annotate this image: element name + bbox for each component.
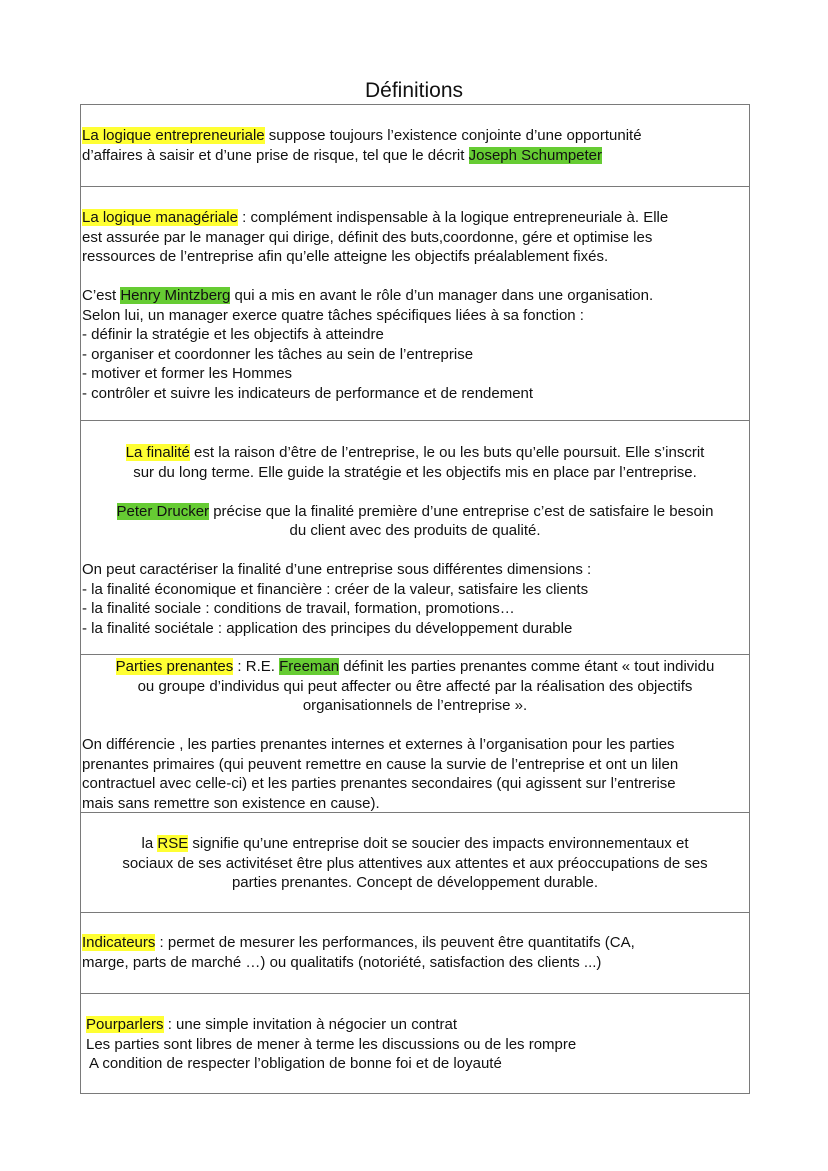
paragraph-line [82, 146, 748, 166]
definition-indicators [81, 913, 749, 994]
paragraph-line: sur du long terme. Elle guide la stratégie et les objectifs mis en place par l’entreprise. [133, 463, 697, 481]
term-highlight: RSE [157, 835, 189, 852]
definition-managerial-logic [81, 187, 749, 421]
list-item: - contrôler et suivre les indicateurs de performance et de rendement [82, 384, 534, 402]
definition-text: : complément indispensable à la logique entrepreneuriale à. Elle [237, 209, 669, 226]
paragraph-line: ou groupe d’individus qui peut affecter ou être affecté par la réalisation des objectifs [137, 677, 693, 695]
term-highlight: La logique entrepreneuriale [82, 127, 265, 144]
definition-text: précise que la finalité première d’une entreprise c’est de satisfaire le besoin [209, 502, 714, 520]
paragraph-line: sociaux de ses activitéset être plus attentives aux attentes et aux préoccupations de ses [122, 854, 708, 872]
paragraph-line: mais sans remettre son existence en cause). [82, 794, 380, 812]
definition-text: : R.E. [233, 658, 280, 675]
definition-text: suppose toujours l’existence conjointe d’une opportunité [264, 127, 642, 144]
definition-stakeholders [81, 655, 749, 813]
paragraph-line [82, 126, 748, 146]
paragraph-line: A condition de respecter l’obligation de bonne foi et de loyauté [89, 1055, 502, 1072]
paragraph-line [86, 1015, 748, 1035]
definition-finality [81, 421, 749, 655]
paragraph-line: prenantes primaires (qui peuvent remettre en cause la survie de l’entreprise et ont un lilen [82, 755, 679, 773]
definition-text: est la raison d’être de l’entreprise, le ou les buts qu’elle poursuit. Elle s’inscrit [189, 444, 705, 461]
definition-text: : permet de mesurer les performances, ils peuvent être quantitatifs (CA, [155, 934, 635, 951]
list-item: - organiser et coordonner les tâches au sein de l’entreprise [82, 345, 474, 363]
paragraph-line: est assurée par le manager qui dirige, définit des buts,coordonne, gére et optimise les [82, 228, 653, 246]
paragraph-line: parties prenantes. Concept de développement durable. [231, 874, 599, 891]
paragraph-line [82, 933, 748, 953]
author-highlight: Joseph Schumpeter [468, 146, 603, 164]
list-item: - définir la stratégie et les objectifs à atteindre [82, 326, 384, 343]
definition-text: qui a mis en avant le rôle d’un manager dans une organisation. [230, 287, 654, 304]
page-title: Définitions [364, 79, 464, 102]
paragraph-line: du client avec des produits de qualité. [289, 522, 541, 539]
paragraph-line [82, 834, 748, 854]
paragraph-line: Selon lui, un manager exerce quatre tâches spécifiques liées à sa fonction : [82, 306, 584, 324]
definition-entrepreneurial-logic [81, 105, 749, 187]
definition-text: signifie qu’une entreprise doit se soucier des impacts environnementaux et [188, 835, 689, 852]
term-highlight: Parties prenantes [115, 658, 234, 675]
paragraph-line: On peut caractériser la finalité d’une entreprise sous différentes dimensions : [82, 561, 592, 578]
list-item: - la finalité sociale : conditions de travail, formation, promotions… [82, 600, 515, 617]
definition-csr [81, 813, 749, 913]
definition-text: : une simple invitation à négocier un contrat [163, 1016, 458, 1033]
definition-text: C’est [82, 287, 121, 304]
list-item: - la finalité économique et financière : créer de la valeur, satisfaire les clients [82, 580, 589, 598]
paragraph-line: On différencie , les parties prenantes internes et externes à l’organisation pour les parties [82, 736, 675, 753]
paragraph-line [82, 443, 748, 463]
paragraph-line [82, 208, 748, 228]
definition-text: d’affaires à saisir et d’une prise de risque, tel que le décrit [82, 146, 469, 164]
term-highlight: Pourparlers [86, 1016, 164, 1033]
author-highlight: Henry Mintzberg [120, 287, 231, 304]
paragraph-line [82, 502, 748, 522]
definition-text: la [141, 835, 158, 852]
paragraph-line: marge, parts de marché …) ou qualitatifs (notoriété, satisfaction des clients ...) [82, 953, 602, 971]
paragraph-line: contractuel avec celle-ci) et les parties prenantes secondaires (qui agissent sur l’entrerise [82, 775, 676, 792]
term-highlight: La logique managériale [82, 209, 238, 226]
list-item: - la finalité sociétale : application des principes du développement durable [82, 619, 573, 637]
paragraph-line [82, 286, 748, 306]
list-item: - motiver et former les Hommes [82, 365, 293, 382]
term-highlight: Indicateurs [82, 934, 156, 951]
paragraph-line: organisationnels de l’entreprise ». [302, 697, 528, 714]
paragraph-line: ressources de l’entreprise afin qu’elle atteigne les objectifs préalablement fixés. [82, 248, 609, 265]
paragraph-line: Les parties sont libres de mener à terme les discussions ou de les rompre [86, 1035, 577, 1053]
definitions-table [80, 104, 750, 1094]
term-highlight: La finalité [125, 444, 190, 461]
paragraph-line [82, 657, 748, 677]
author-highlight: Peter Drucker [116, 502, 210, 520]
definition-negotiations [81, 994, 749, 1094]
author-highlight: Freeman [279, 658, 340, 675]
definition-text: définit les parties prenantes comme étant « tout individu [339, 658, 715, 675]
